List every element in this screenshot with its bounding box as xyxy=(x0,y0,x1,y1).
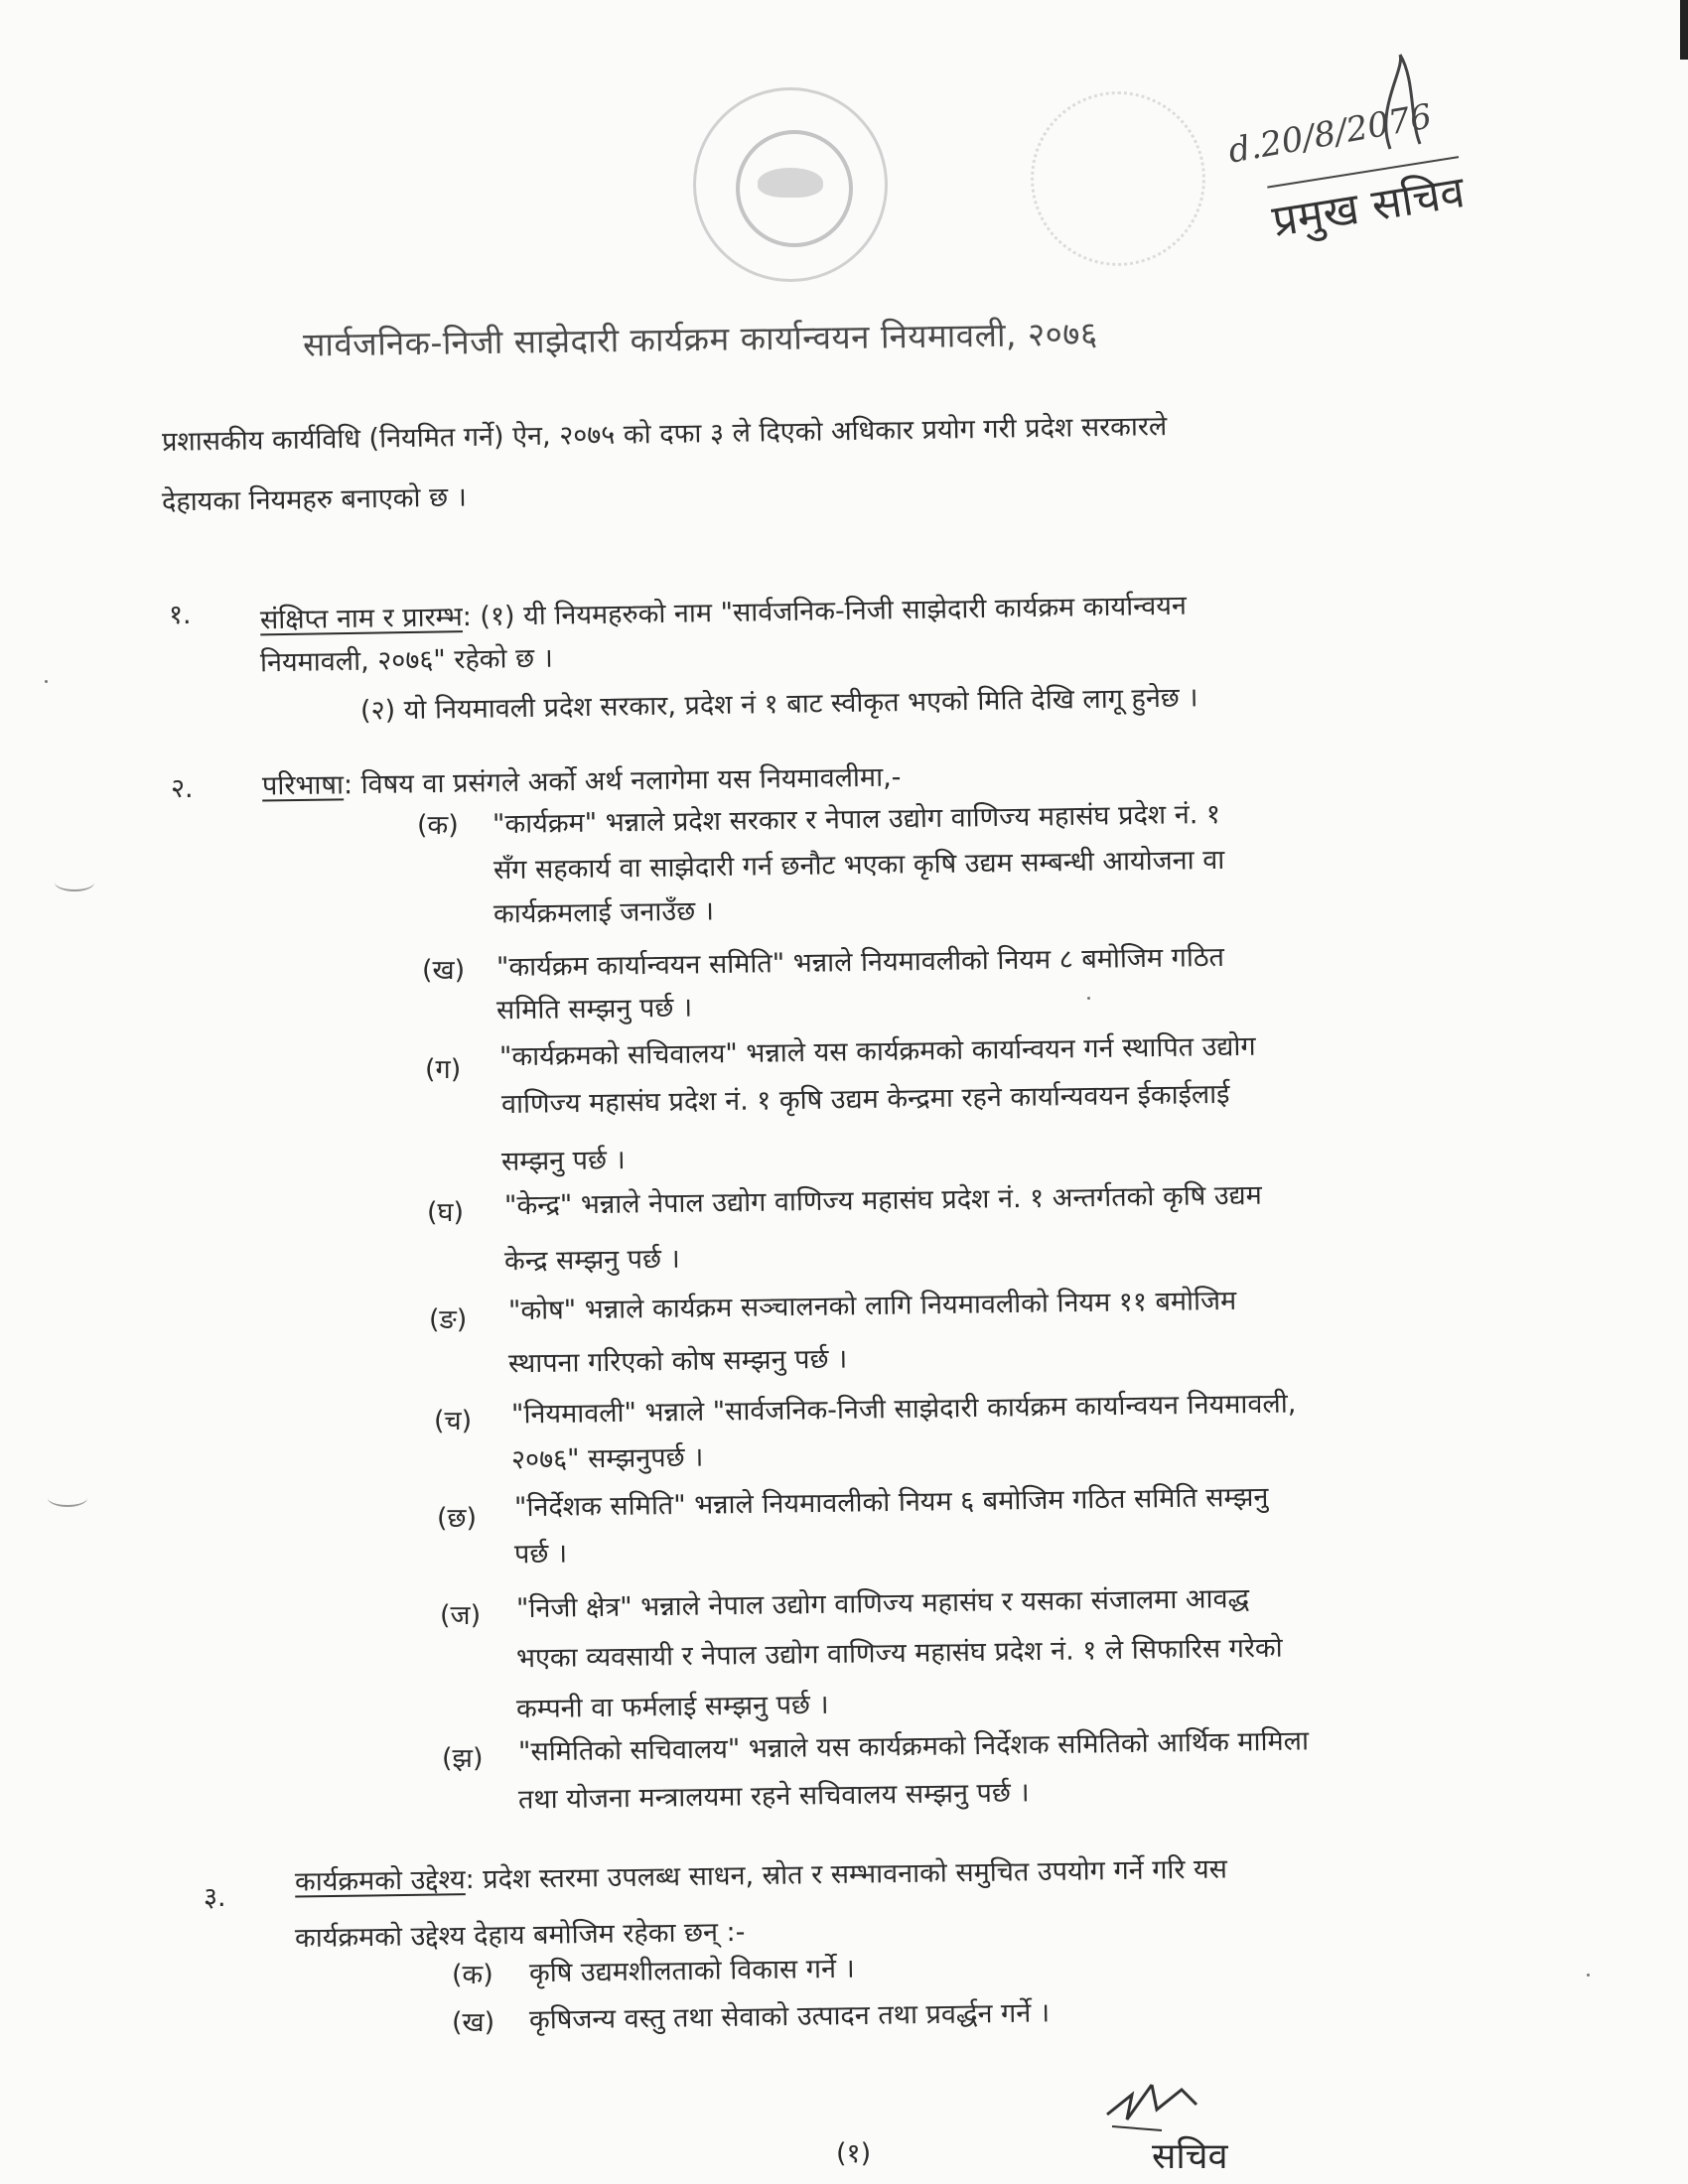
scan-mark-left xyxy=(55,874,94,891)
scan-speck xyxy=(45,680,48,683)
definition-line: "निर्देशक समिति" भन्नाले नियमावलीको नियम ६ बमोजिम गठित समिति सम्झनु xyxy=(513,1481,1269,1524)
rule-2-line-1 xyxy=(262,758,902,807)
definition-label: (क) xyxy=(417,810,459,841)
definition-label: (झ) xyxy=(442,1743,484,1774)
definition-line: समिति सम्झनु पर्छ । xyxy=(495,992,693,1026)
objective-label: (क) xyxy=(452,1960,493,1990)
definition-line: "नियमावली" भन्नाले "सार्वजनिक-निजी साझेदारी कार्यक्रम कार्यान्वयन नियमावली, xyxy=(510,1388,1297,1431)
secretary-label: सचिव xyxy=(1152,2136,1228,2177)
objective-label: (ख) xyxy=(452,2007,495,2038)
rule-1-heading: संक्षिप्त नाम र प्रारम्भ xyxy=(259,602,463,636)
definition-line: तथा योजना मन्त्रालयमा रहने सचिवालय सम्झनु पर्छ । xyxy=(517,1777,1030,1816)
definition-line: कार्यक्रमलाई जनाउँछ । xyxy=(492,895,715,930)
definition-line: "कार्यक्रमको सचिवालय" भन्नाले यस कार्यक्रमको कार्यान्वयन गर्न स्थापित उद्योग xyxy=(498,1030,1256,1073)
definition-line: केन्द्र सम्झनु पर्छ । xyxy=(503,1243,680,1278)
rule-2-intro: : विषय वा प्रसंगले अर्को अर्थ नलागेमा यस नियमावलीमा,- xyxy=(343,761,902,801)
definition-line: वाणिज्य महासंघ प्रदेश नं. १ कृषि उद्यम केन्द्रमा रहने कार्यान्यवयन ईकाईलाई xyxy=(500,1078,1230,1121)
objective-text: कृषि उद्यमशीलताको विकास गर्ने । xyxy=(528,1953,855,1989)
rule-3-number: ३. xyxy=(204,1882,226,1913)
definition-line: "कोष" भन्नाले कार्यक्रम सञ्चालनको लागि नियमावलीको नियम ११ बमोजिम xyxy=(507,1285,1237,1327)
definition-line: स्थापना गरिएको कोष सम्झनु पर्छ । xyxy=(507,1343,848,1380)
definition-line: कम्पनी वा फर्मलाई सम्झनु पर्छ । xyxy=(515,1689,829,1725)
rule-2-heading: परिभाषा xyxy=(261,769,345,802)
objective-text: कृषिजन्य वस्तु तथा सेवाको उत्पादन तथा प्रवर्द्धन गर्ने । xyxy=(528,1997,1051,2036)
rule-3-text: : प्रदेश स्तरमा उपलब्ध साधन, स्रोत र सम्भावनाको समुचित उपयोग गर्ने गरि यस xyxy=(465,1853,1228,1896)
definition-label: (ग) xyxy=(425,1054,462,1085)
definition-label: (ङ) xyxy=(429,1304,468,1335)
definition-line: सँग सहकार्य वा साझेदारी गर्न छनौट भएका कृषि उद्यम सम्बन्धी आयोजना वा xyxy=(492,844,1225,887)
definition-line: "कार्यक्रम" भन्नाले प्रदेश सरकार र नेपाल उद्योग वाणिज्य महासंघ प्रदेश नं. १ xyxy=(492,798,1221,841)
definition-line: भएका व्यवसायी र नेपाल उद्योग वाणिज्य महासंघ प्रदेश नं. १ ले सिफारिस गरेको xyxy=(515,1632,1283,1675)
definition-line: पर्छ । xyxy=(513,1538,568,1570)
signature-flourish xyxy=(1370,50,1430,159)
definition-line: "कार्यक्रम कार्यान्वयन समिति" भन्नाले नियमावलीको नियम ८ बमोजिम गठित xyxy=(495,941,1225,984)
definition-line: सम्झनु पर्छ । xyxy=(500,1145,626,1177)
secretary-signature xyxy=(1102,2065,1211,2134)
rule-2-number: २. xyxy=(171,773,194,804)
rule-3-line-2: कार्यक्रमको उद्देश्य देहाय बमोजिम रहेका छन् :- xyxy=(294,1916,746,1955)
page-number: (१) xyxy=(836,2138,872,2169)
rule-1-subrule-2: (२) यो नियमावली प्रदेश सरकार, प्रदेश नं १ बाट स्वीकृत भएको मिति देखि लागू हुनेछ । xyxy=(359,682,1198,727)
government-seal-left xyxy=(693,87,888,282)
document-title: सार्वजनिक-निजी साझेदारी कार्यक्रम कार्यान्वयन नियमावली, २०७६ xyxy=(302,314,1098,364)
rule-3-heading: कार्यक्रमको उद्देश्य xyxy=(294,1864,466,1898)
definition-label: (च) xyxy=(434,1406,473,1436)
definition-label: (घ) xyxy=(427,1197,465,1228)
definition-line: "निजी क्षेत्र" भन्नाले नेपाल उद्योग वाणिज्य महासंघ र यसका संजालमा आवद्ध xyxy=(515,1582,1250,1625)
scan-mark-edge xyxy=(1680,0,1688,60)
scan-mark-left xyxy=(48,1489,87,1507)
definition-label: (छ) xyxy=(437,1503,477,1534)
rule-1-line-2: नियमावली, २०७६" रहेको छ । xyxy=(259,642,554,679)
preamble-line-2: देहायका नियमहरु बनाएको छ । xyxy=(161,481,468,518)
definition-label: (ख) xyxy=(422,955,466,986)
rule-3-line-1 xyxy=(295,1849,1227,1902)
definition-label: (ज) xyxy=(440,1600,482,1631)
rule-1-text: : (१) यी नियमहरुको नाम "सार्वजनिक-निजी साझेदारी कार्यक्रम कार्यान्वयन xyxy=(462,590,1188,633)
scan-speck xyxy=(1087,997,1090,1000)
scan-speck xyxy=(1587,1974,1590,1977)
definition-line: "केन्द्र" भन्नाले नेपाल उद्योग वाणिज्य महासंघ प्रदेश नं. १ अन्तर्गतको कृषि उद्यम xyxy=(503,1179,1263,1222)
preamble-line-1: प्रशासकीय कार्यविधि (नियमित गर्ने) ऐन, २०७५ को दफा ३ ले दिएको अधिकार प्रयोग गरी प्रदेश सरकारले xyxy=(161,411,1168,458)
government-seal-right xyxy=(1031,91,1205,266)
definition-line: २०७६" सम्झनुपर्छ । xyxy=(510,1441,704,1476)
designation-stamp: प्रमुख सचिव xyxy=(1267,156,1468,249)
signature-scrawl: d.20/8/2076 xyxy=(1225,96,1435,172)
rule-1-number: १. xyxy=(169,600,192,630)
rule-1-line-1 xyxy=(260,587,1187,641)
definition-line: "समितिको सचिवालय" भन्नाले यस कार्यक्रमको निर्देशक समितिको आर्थिक मामिला xyxy=(517,1725,1310,1768)
